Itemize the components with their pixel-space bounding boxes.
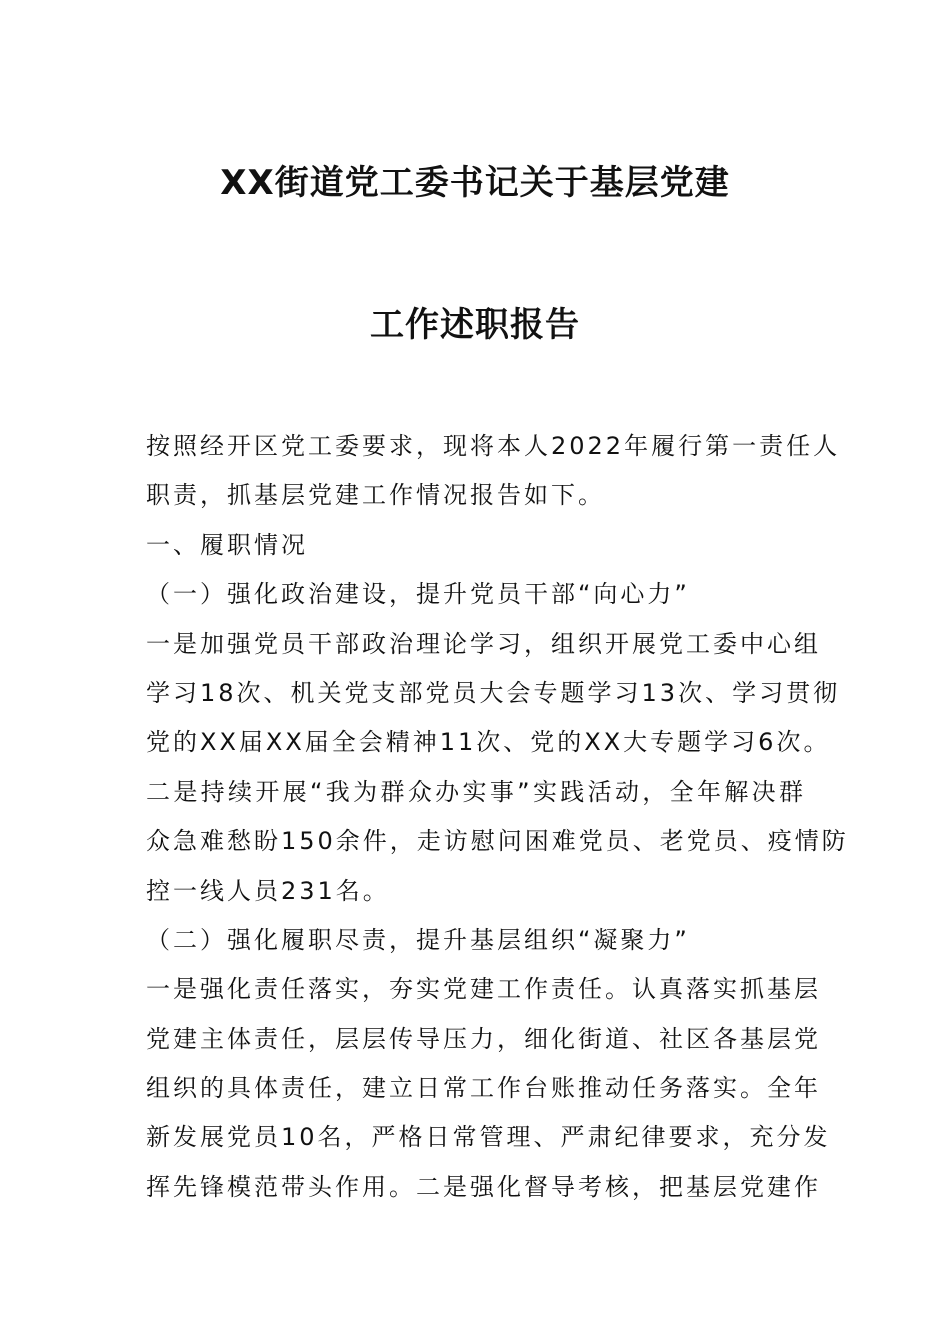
document-title-line-1: XX街道党工委书记关于基层党建 — [220, 163, 730, 203]
paragraph-line: 新发展党员10名，严格日常管理、严肃纪律要求，充分发 — [146, 1123, 831, 1152]
paragraph-line: 一是加强党员干部政治理论学习，组织开展党工委中心组 — [146, 629, 821, 658]
paragraph-line: 职责，抓基层党建工作情况报告如下。 — [146, 481, 605, 510]
paragraph-line: 学习18次、机关党支部党员大会专题学习13次、学习贯彻 — [146, 678, 841, 707]
paragraph-line: 党建主体责任，层层传导压力，细化街道、社区各基层党 — [146, 1024, 821, 1053]
paragraph-line: 党的XX届XX届全会精神11次、党的XX大专题学习6次。 — [146, 728, 831, 757]
paragraph-line: 众急难愁盼150余件，走访慰问困难党员、老党员、疫情防 — [146, 827, 849, 856]
paragraph-line: 一、履职情况 — [146, 530, 308, 559]
paragraph-line: 按照经开区党工委要求，现将本人2022年履行第一责任人 — [146, 432, 841, 460]
paragraph-line: （一）强化政治建设，提升党员干部“向心力” — [146, 580, 690, 609]
paragraph-line: 组织的具体责任，建立日常工作台账推动任务落实。全年 — [146, 1074, 821, 1103]
paragraph-line: （二）强化履职尽责，提升基层组织“凝聚力” — [146, 925, 690, 954]
paragraph-line: 一是强化责任落实，夯实党建工作责任。认真落实抓基层 — [146, 975, 821, 1004]
paragraph-line: 控一线人员231名。 — [146, 876, 390, 905]
paragraph-line: 二是持续开展“我为群众办实事”实践活动，全年解决群 — [146, 777, 806, 806]
document-title-line-2: 工作述职报告 — [370, 305, 580, 345]
paragraph-line: 挥先锋模范带头作用。二是强化督导考核，把基层党建作 — [146, 1172, 821, 1201]
document-body — [146, 422, 849, 1212]
